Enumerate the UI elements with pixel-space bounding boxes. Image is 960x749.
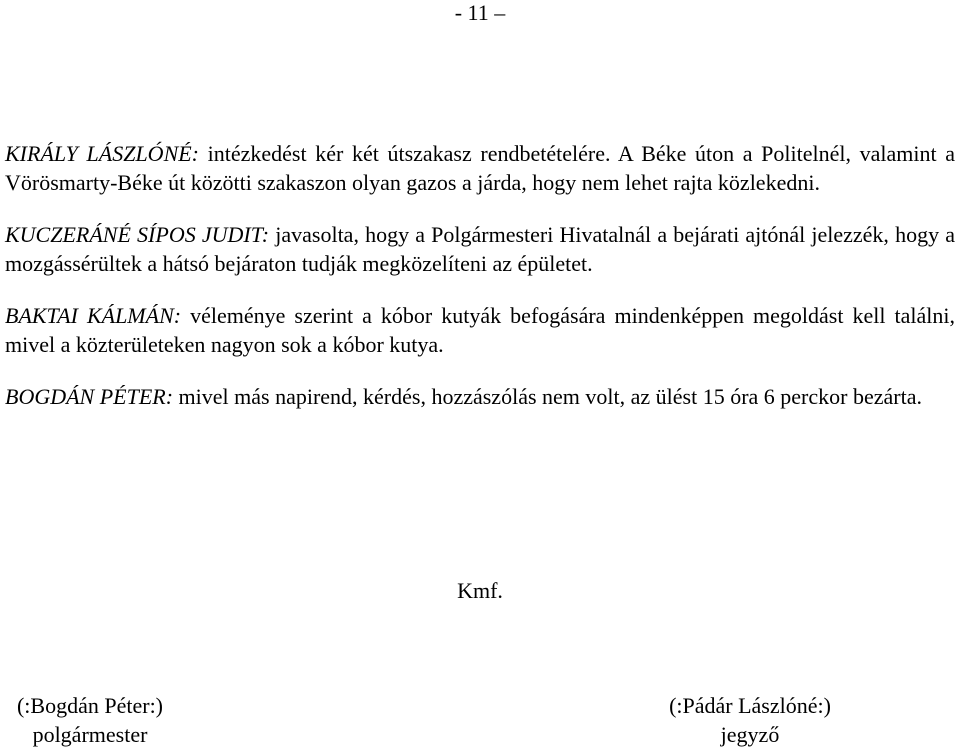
paragraph-kiraly [5, 139, 955, 197]
signature-notary [650, 691, 850, 749]
speaker-name: KIRÁLY LÁSZLÓNÉ: [5, 141, 200, 166]
paragraph-text: véleménye szerint a kóbor kutyák befogására mindenképpen megoldást kell találni, mivel a közterületeken nagyon sok a kóbor kutya. [5, 303, 955, 357]
signature-mayor [5, 691, 175, 749]
signature-name: (:Bogdán Péter:) [16, 693, 164, 718]
minutes-body [5, 139, 955, 434]
signature-role: jegyző [720, 722, 780, 747]
paragraph-text: mivel más napirend, kérdés, hozzászólás nem volt, az ülést 15 óra 6 perckor bezárta. [173, 384, 922, 409]
signature-role: polgármester [32, 722, 148, 747]
paragraph-kuczerane [5, 220, 955, 278]
speaker-name: BOGDÁN PÉTER: [5, 384, 174, 409]
speaker-name: KUCZERÁNÉ SÍPOS JUDIT: [5, 222, 270, 247]
kmf-label: Kmf. [457, 578, 503, 603]
paragraph-baktai [5, 301, 955, 359]
signature-name: (:Pádár Lászlóné:) [669, 693, 831, 718]
paragraph-text: javasolta, hogy a Polgármesteri Hivatalnál a bejárati ajtónál jelezzék, hogy a mozgássérültek a hátsó bejáraton tudják megközelíteni az épületet. [5, 222, 956, 276]
speaker-name: BAKTAI KÁLMÁN: [5, 303, 182, 328]
paragraph-text: intézkedést kér két útszakasz rendbetételére. A Béke úton a Politelnél, valamint a Vörösmarty-Béke út közötti szakaszon olyan gazos a járda, hogy nem lehet rajta közlekedni. [5, 141, 955, 195]
paragraph-bogdan [5, 382, 955, 411]
page-number: - 11 – [454, 0, 506, 25]
